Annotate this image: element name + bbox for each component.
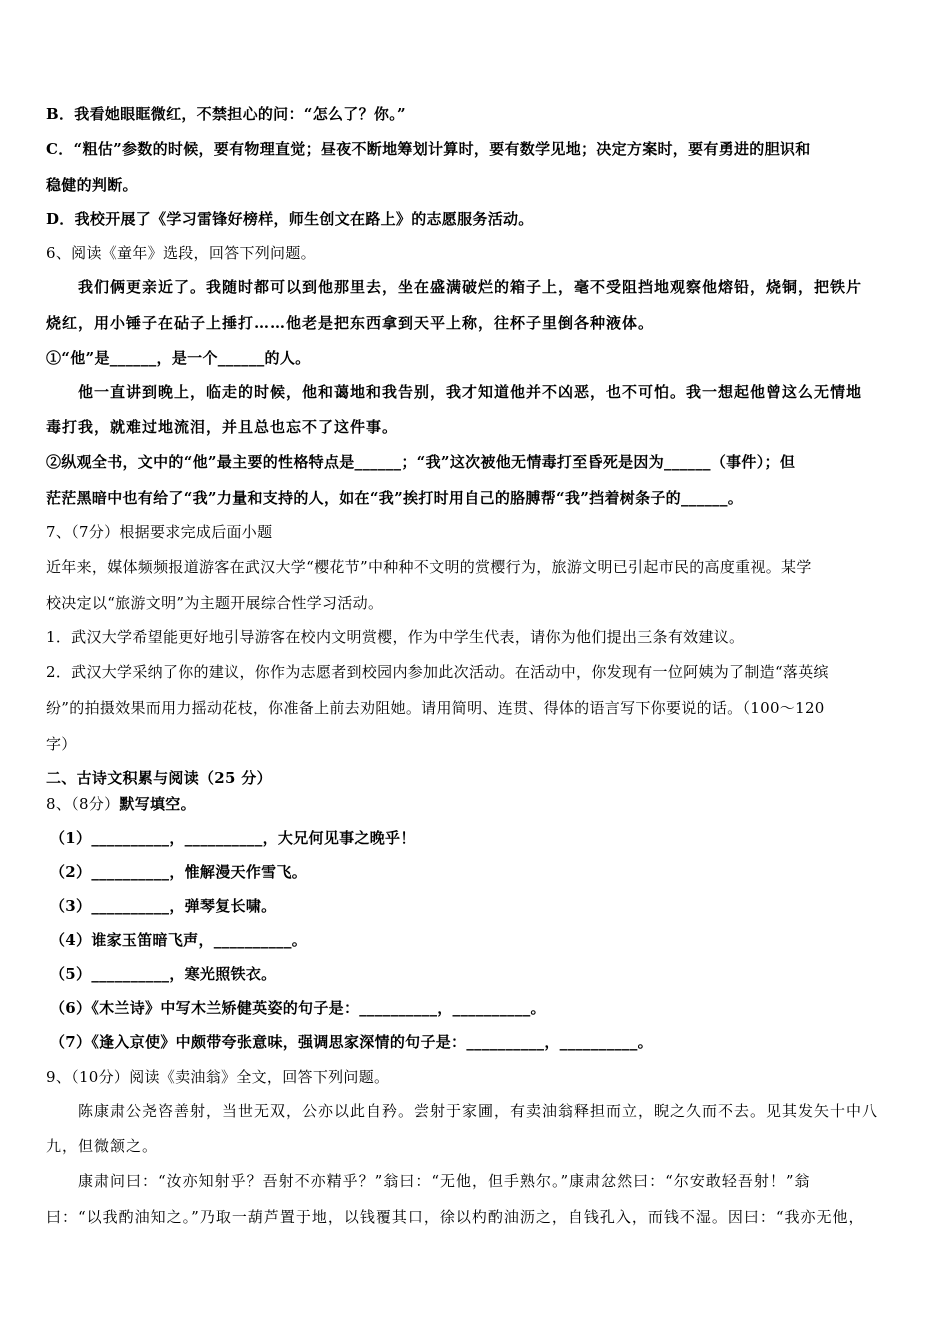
q8-item-4: （4）谁家玉笛暗飞声，__________。 — [50, 931, 308, 949]
q8-item-6: （6）《木兰诗》中写木兰矫健英姿的句子是：__________，__________。 — [50, 999, 546, 1017]
section-2-heading: 二、古诗文积累与阅读（25 分） — [46, 769, 272, 787]
q6-passage1-line2: 烧红，用小锤子在砧子上捶打……他老是把东西拿到天平上称，往杯子里倒各种液体。 — [46, 314, 655, 332]
q7-intro-line1: 近年来，媒体频频报道游客在武汉大学“樱花节”中种种不文明的赏樱行为，旅游文明已引起市民的高度重视。某学 — [46, 558, 812, 576]
option-c-line1: C．“粗估”参数的时候，要有物理直觉；昼夜不断地筹划计算时，要有数学见地；决定方案时，要有勇进的胆识和 — [46, 140, 811, 158]
option-d: D．我校开展了《学习雷锋好榜样，师生创文在路上》的志愿服务活动。 — [46, 210, 534, 228]
q7-item-1: 1．武汉大学希望能更好地引导游客在校内文明赏樱，作为中学生代表，请你为他们提出三条有效建议。 — [46, 628, 745, 646]
q9-passage2-line2: 曰：“以我酌油知之。”乃取一葫芦置于地，以钱覆其口，徐以杓酌油沥之，自钱孔入，而钱不湿。因曰：“我亦无他， — [46, 1208, 865, 1226]
question-6-heading: 6、阅读《童年》选段，回答下列问题。 — [46, 244, 316, 262]
option-b: B．我看她眼眶微红，不禁担心的问：“怎么了？你。” — [46, 105, 406, 123]
option-c-line2: 稳健的判断。 — [46, 176, 138, 194]
q6-passage2-line1: 他一直讲到晚上，临走的时候，他和蔼地和我告别，我才知道他并不凶恶，也不可怕。我一想起他曾这么无情地 — [78, 383, 863, 401]
q9-passage1-line2: 九，但微颔之。 — [46, 1137, 159, 1155]
q6-subquestion-2-line1: ②纵观全书，文中的“他”最主要的性格特点是______；“我”这次被他无情毒打至昏死是因为______（事件）；但 — [46, 453, 796, 471]
q8-item-2: （2）__________，惟解漫天作雪飞。 — [50, 863, 308, 881]
q7-item-2-line3: 字） — [46, 735, 77, 753]
q8-item-5: （5）__________，寒光照铁衣。 — [50, 965, 277, 983]
q7-item-2-line1: 2．武汉大学采纳了你的建议，你作为志愿者到校园内参加此次活动。在活动中，你发现有一位阿姨为了制造“落英缤 — [46, 663, 829, 681]
q8-instruction: 默写填空。 — [119, 795, 196, 813]
q8-item-3: （3）__________，弹琴复长啸。 — [50, 897, 277, 915]
q9-passage2-line1: 康肃问曰：“汝亦知射乎？吾射不亦精乎？”翁曰：“无他，但手熟尔。”康肃忿然曰：“尔安敢轻吾射！”翁 — [78, 1172, 811, 1190]
q6-passage1-line1: 我们俩更亲近了。我随时都可以到他那里去，坐在盛满破烂的箱子上，毫不受阻挡地观察他熔铅，烧铜，把铁片 — [78, 278, 863, 296]
question-8-heading — [46, 794, 906, 814]
q7-item-2-line2: 纷”的拍摄效果而用力摇动花枝，你准备上前去劝阻她。请用简明、连贯、得体的语言写下你要说的话。（100～120 — [46, 699, 825, 717]
q7-intro-line2: 校决定以“旅游文明”为主题开展综合性学习活动。 — [46, 594, 384, 612]
question-9-heading: 9、（10分）阅读《卖油翁》全文，回答下列问题。 — [46, 1068, 390, 1086]
q9-passage1-line1: 陈康肃公尧咨善射，当世无双，公亦以此自矜。尝射于家圃，有卖油翁释担而立，睨之久而不去。见其发矢十中八 — [78, 1102, 879, 1120]
q8-item-7: （7）《逢入京使》中颇带夸张意味，强调思家深情的句子是：__________，__________。 — [50, 1033, 653, 1051]
q8-item-1: （1）__________，__________，大兄何见事之晚乎！ — [50, 829, 416, 847]
q8-prefix: 8、（8分） — [46, 795, 120, 813]
question-7-heading: 7、（7分）根据要求完成后面小题 — [46, 523, 273, 541]
q6-subquestion-1: ①“他”是______，是一个______的人。 — [46, 349, 311, 367]
q6-passage2-line2: 毒打我，就难过地流泪，并且总也忘不了这件事。 — [46, 418, 399, 436]
q6-subquestion-2-line2: 茫茫黑暗中也有给了“我”力量和支持的人，如在“我”挨打时用自己的胳膊帮“我”挡着树条子的______。 — [46, 489, 744, 507]
